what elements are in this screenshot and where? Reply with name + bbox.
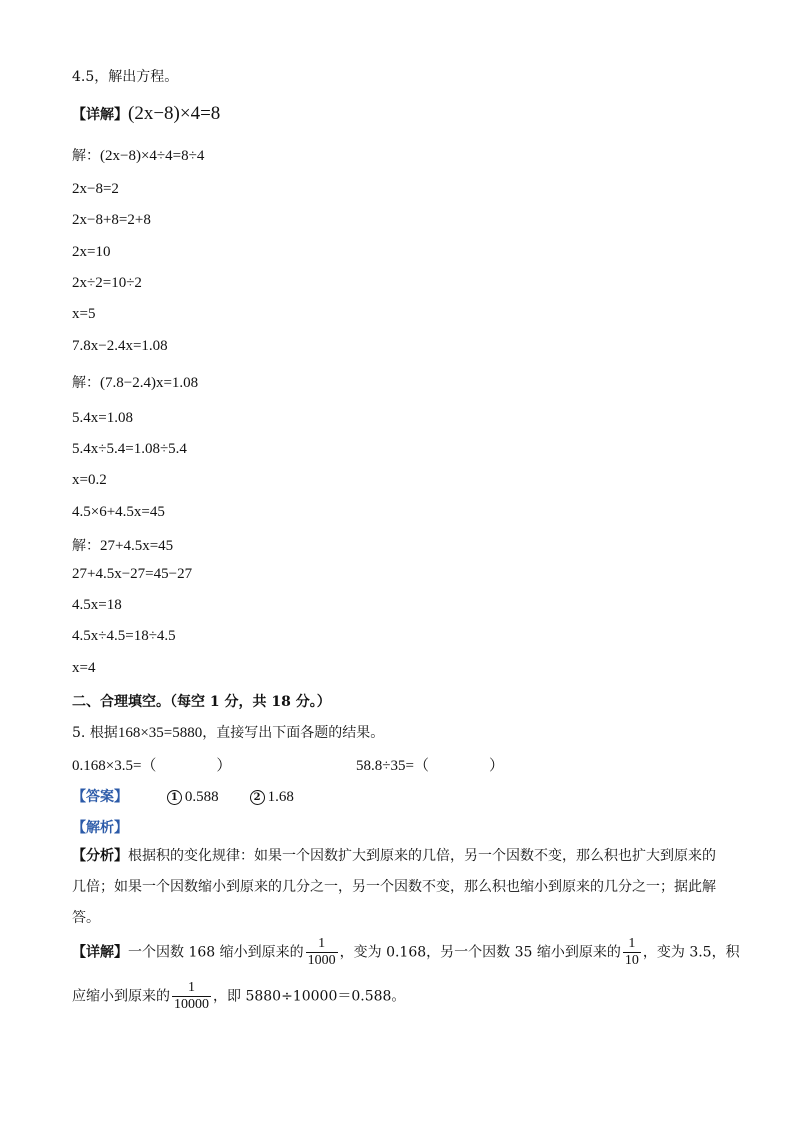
eq3-step: 4.5x=18 (72, 597, 122, 613)
detail-text: 应缩小到原来的 (72, 988, 170, 1005)
eq3-step-line (72, 535, 173, 555)
eq2-step-line (72, 372, 198, 392)
fraction-numerator: 1 (188, 980, 195, 995)
detail-text: ，变为 3.5，积 (642, 944, 740, 961)
fraction-numerator: 1 (318, 936, 326, 951)
question-5 (72, 722, 384, 742)
eq1-step: 2x−8+8=2+8 (72, 212, 151, 228)
eq1-step: (2x−8)×4÷4=8÷4 (100, 148, 205, 164)
eq1-given: (2x−8)×4=8 (128, 103, 221, 124)
question-number: 5. (72, 725, 86, 741)
question-text: ，直接写出下面各题的结果。 (202, 725, 385, 741)
analysis-subtag: 【分析】 (72, 848, 128, 864)
detail-text: ，即 5880÷10000＝0.588。 (213, 988, 406, 1005)
analysis-paragraph (72, 841, 724, 934)
detail-tag: 【详解】 (72, 107, 128, 123)
eq2-answer: x=0.2 (72, 472, 107, 488)
fraction-denominator: 1000 (307, 953, 336, 968)
detail-text: ，变为 0.168，另一个因数 35 缩小到原来的 (339, 944, 621, 961)
question-formula: 168×35=5880 (117, 725, 203, 741)
eq1-answer: x=5 (72, 306, 96, 322)
fraction-numerator: 1 (628, 936, 636, 951)
eq2-given: 7.8x−2.4x=1.08 (72, 338, 168, 354)
solve-prefix: 解： (72, 375, 100, 391)
analysis-text: 答。 (72, 910, 100, 926)
solve-prefix: 解： (72, 148, 100, 164)
answer-marker-1: 1 (167, 790, 182, 805)
answer-tag: 【答案】 (72, 789, 128, 805)
eq3-step: 27+4.5x=45 (100, 538, 174, 554)
fraction-denominator: 10000 (174, 997, 209, 1012)
answer-value: 0.588 (184, 789, 219, 805)
answer-marker-2: 2 (250, 790, 265, 805)
eq3-answer: x=4 (72, 660, 96, 676)
analysis-text: 根据积的变化规律：如果一个因数扩大到原来的几倍，另一个因数不变，那么积也扩大到原来的 (128, 848, 716, 864)
eq2-step: 5.4x=1.08 (72, 410, 133, 426)
detail-tag: 【详解】 (72, 944, 128, 961)
analysis-tag: 【解析】 (72, 820, 128, 836)
eq1-step: 2x−8=2 (72, 181, 119, 197)
detail-text: 一个因数 168 缩小到原来的 (128, 944, 304, 961)
answer-line (72, 786, 294, 806)
analysis-text: 几倍；如果一个因数缩小到原来的几分之一，另一个因数不变，那么积也缩小到原来的几分之一；据此解 (72, 879, 716, 895)
eq3-step: 4.5x÷4.5=18÷4.5 (72, 628, 176, 644)
fraction-1-over-10 (623, 936, 641, 969)
fill-blank-1: 0.168×3.5=（ ） (72, 758, 232, 774)
question-text: 根据 (89, 725, 118, 741)
eq1-step-line (72, 145, 204, 165)
solve-prefix: 解： (72, 538, 100, 554)
fraction-1-over-10000 (172, 980, 211, 1013)
eq1-given-line (72, 103, 220, 125)
fraction-denominator: 10 (624, 953, 639, 968)
detail2-line-2 (72, 980, 405, 1013)
section-heading: 二、合理填空。（每空 1 分，共 18 分。） (72, 694, 331, 710)
eq2-step: (7.8−2.4)x=1.08 (100, 375, 199, 391)
fraction-1-over-1000 (306, 936, 338, 969)
eq3-step: 27+4.5x−27=45−27 (72, 566, 193, 582)
eq1-step: 2x=10 (72, 244, 111, 260)
eq1-step: 2x÷2=10÷2 (72, 275, 142, 291)
intro-text: 4.5，解出方程。 (72, 69, 179, 85)
answer-value: 1.68 (267, 789, 294, 805)
eq3-given: 4.5×6+4.5x=45 (72, 504, 165, 520)
eq2-step: 5.4x÷5.4=1.08÷5.4 (72, 441, 187, 457)
fill-blank-2: 58.8÷35=（ ） (356, 758, 504, 774)
detail2-line-1 (72, 936, 740, 969)
